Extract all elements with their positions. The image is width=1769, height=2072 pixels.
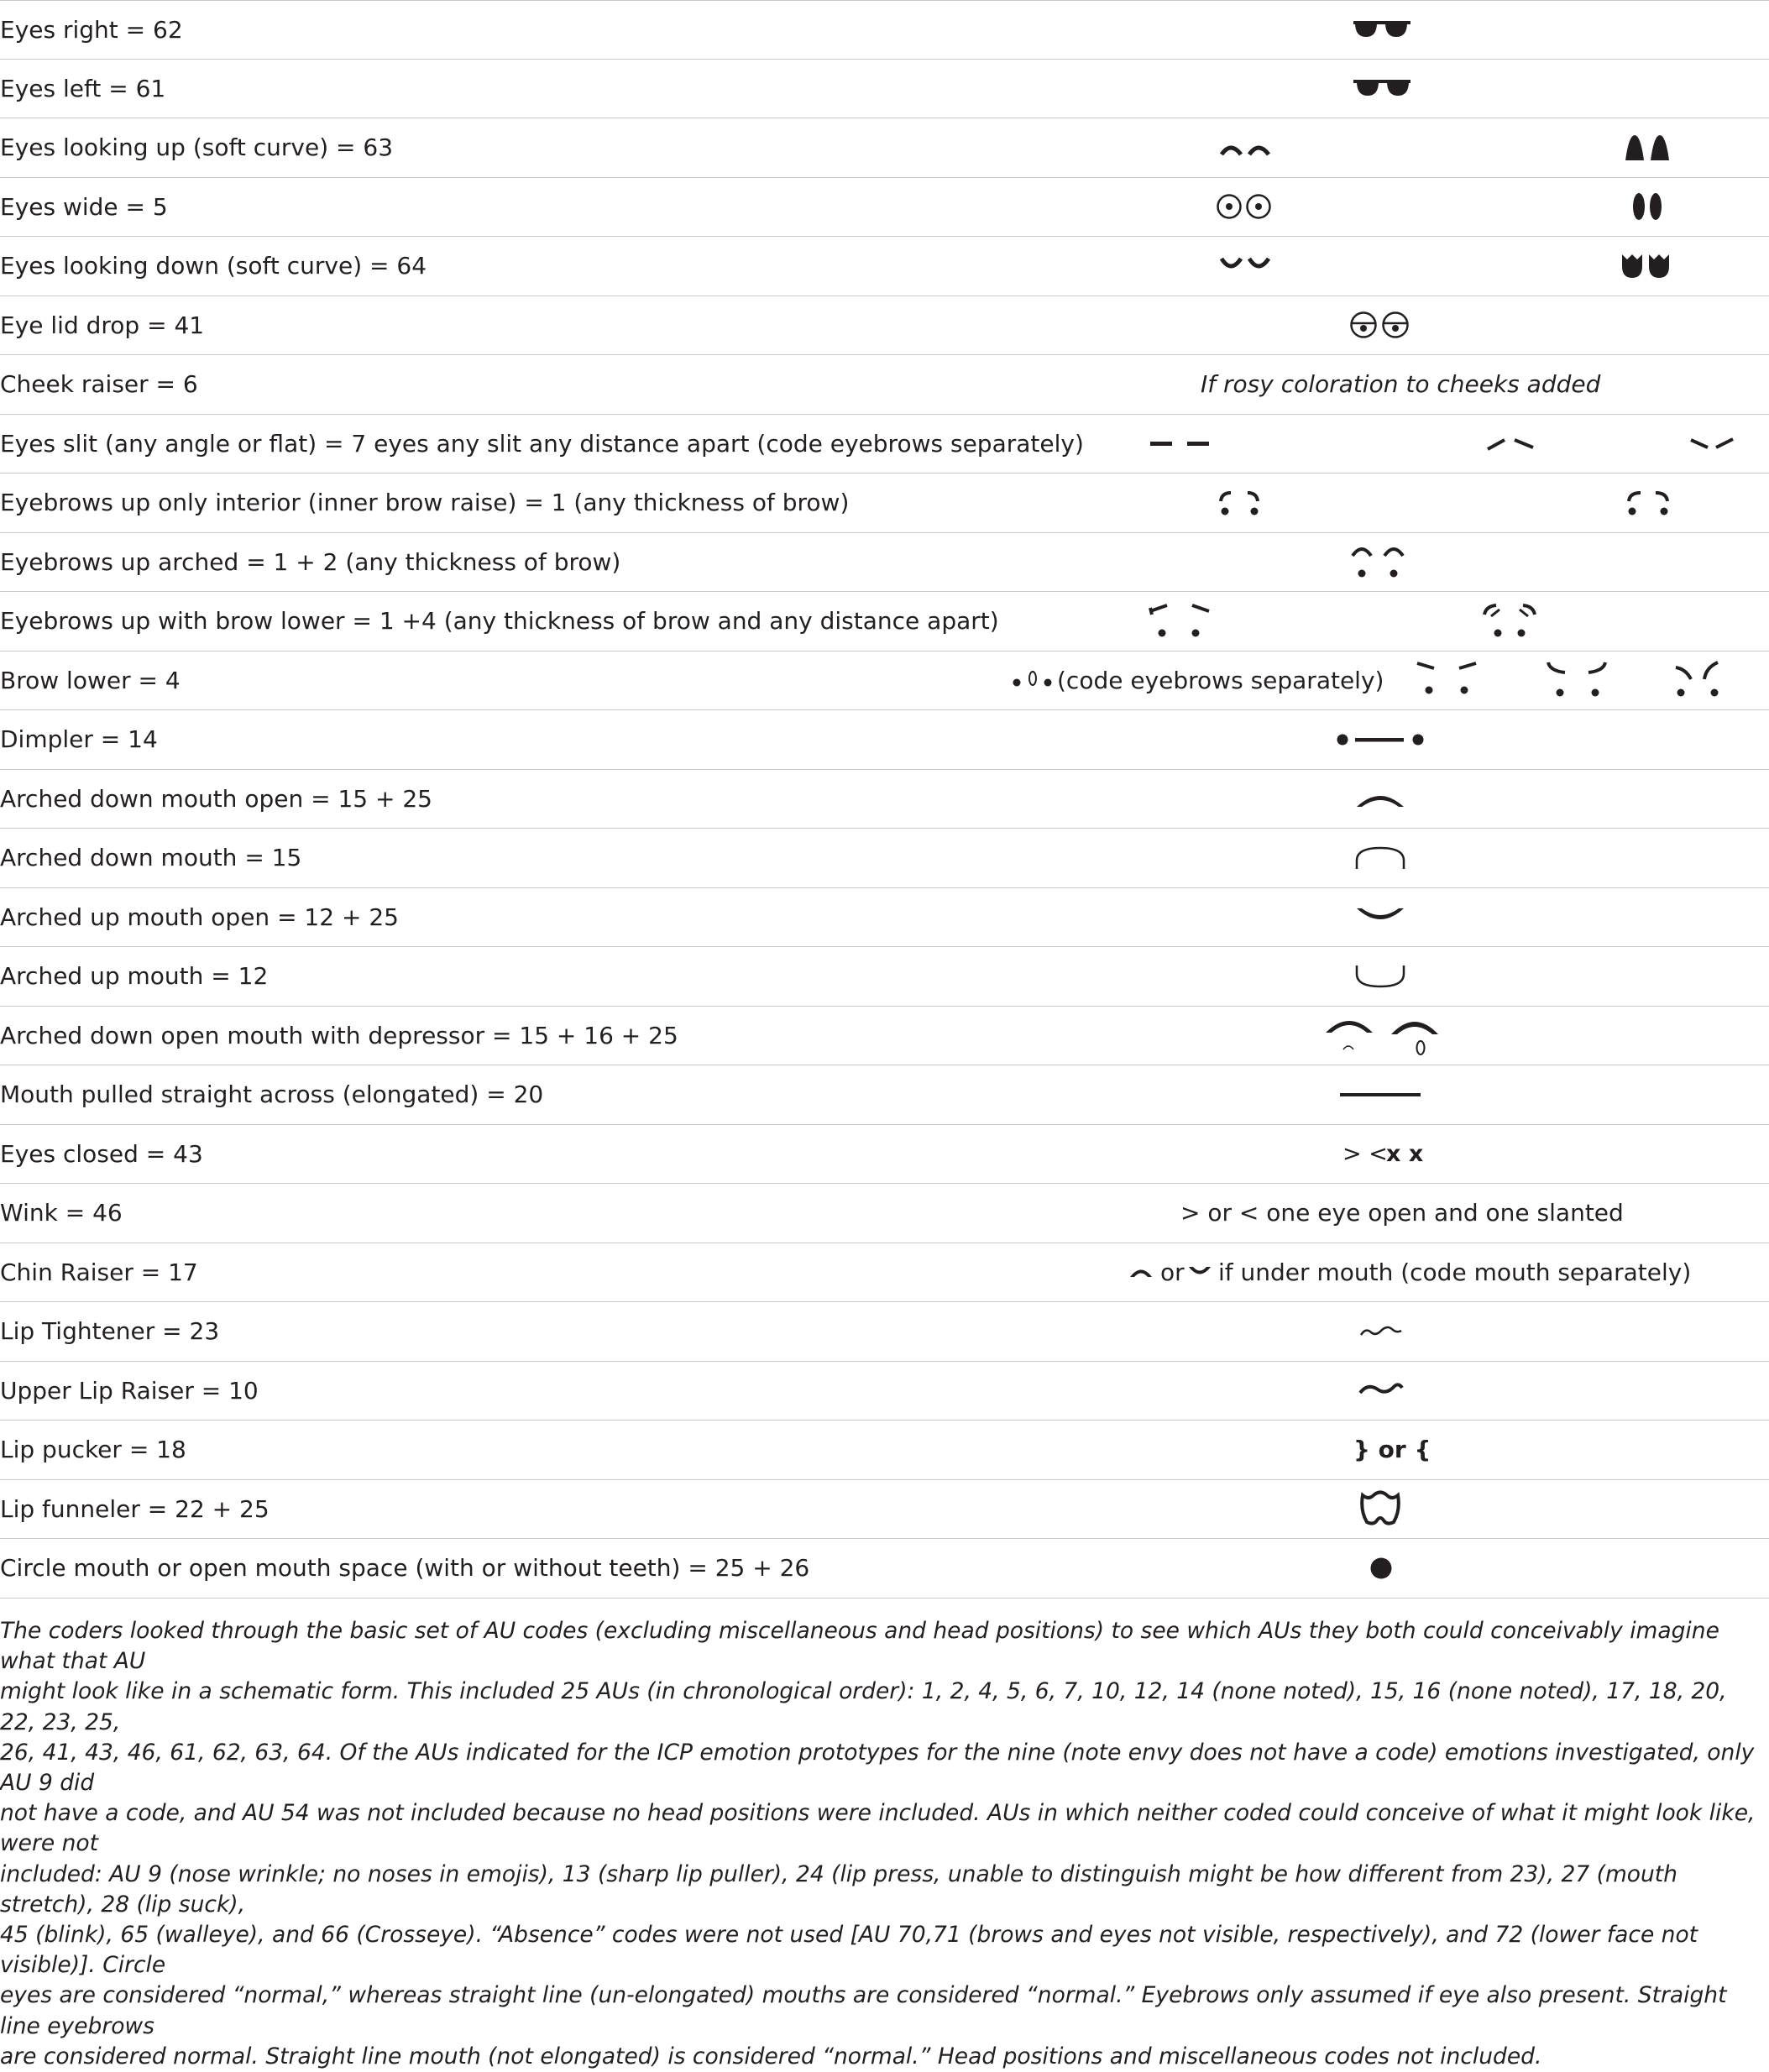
brow-lower-glyph-2	[1547, 651, 1607, 710]
row-label: Brow lower = 4	[0, 666, 181, 694]
eyes-closed-angles: > <	[1342, 1140, 1388, 1167]
table-row	[0, 1302, 1769, 1362]
row-label: Circle mouth or open mouth space (with or without teeth) = 25 + 26	[0, 1554, 810, 1583]
table-row	[0, 0, 1769, 60]
eyes-down-soft-glyph	[1219, 237, 1271, 296]
eyes-closed-crosses: x x	[1386, 1140, 1424, 1167]
table-row	[0, 1007, 1769, 1066]
chin-raiser-or: or	[1160, 1258, 1185, 1286]
table-row	[0, 296, 1769, 356]
arched-brows-glyph	[1350, 533, 1405, 592]
arched-up-mouth-glyph	[1354, 947, 1406, 1006]
inner-brow-raise-glyph-2	[1624, 474, 1672, 532]
eyes-wide-oval-glyph	[1630, 178, 1666, 237]
wink-note: > or < one eye open and one slanted	[1180, 1199, 1624, 1227]
chin-raiser-down-glyph	[1128, 1243, 1154, 1302]
row-label: Arched up mouth = 12	[0, 962, 269, 991]
row-label: Lip Tightener = 23	[0, 1317, 220, 1346]
row-label: Eyebrows up with brow lower = 1 +4 (any thickness of brow and any distance apart)	[0, 607, 999, 636]
table-footnote: The coders looked through the basic set of AU codes (excluding miscellaneous and head positions) to see which AUs they both could conceivably imagine what that AU might look like in a schematic form. This included 25 AUs (in chronological order): 1, 2, 4, 5, 6, 7, 10, 12, 14 (none noted), 15, 16 (none noted), 17, 18, 20, 22, 23, 25, 26, 41, 43, 46, 61, 62, 63, 64. Of the AUs indicated for the ICP emotion prototypes for the nine (note envy does not have a code) emotions investigated, only AU 9 did not have a code, and AU 54 was not included because no head positions were included. AUs in which neither coded could conceive of what it might look like, were not included: AU 9 (nose wrinkle; no noses in emojis), 13 (sharp lip puller), 24 (lip press, unable to distinguish might be how different from 23), 27 (mouth stretch), 28 (lip suck), 45 (blink), 65 (walleye), and 66 (Crosseye). “Absence” codes were not used [AU 70,71 (brows and eyes not visible, respectively), and 72 (lower face not visible)]. Circle eyes are considered “normal,” whereas straight line (un-elongated) mouths are considered “normal.” Eyebrows only assumed if eye also present. Straight line eyebrows are considered normal. Straight line mouth (not elongated) is considered “normal.” Head positions and miscellaneous codes not included.	[0, 1618, 1756, 2069]
row-label: Eye lid drop = 41	[0, 311, 205, 339]
row-label: Eyes closed = 43	[0, 1139, 203, 1168]
elongated-mouth-glyph	[1340, 1065, 1421, 1124]
row-label: Lip pucker = 18	[0, 1436, 186, 1464]
eyes-down-filled-glyph	[1620, 237, 1672, 296]
row-label: Arched down mouth open = 15 + 25	[0, 784, 432, 813]
eyes-wide-circle-glyph	[1215, 178, 1274, 237]
brow-lower-note: (code eyebrows separately)	[1057, 666, 1384, 694]
eyes-right-glyph	[1353, 1, 1410, 59]
table-row	[0, 710, 1769, 770]
eyes-left-glyph	[1353, 60, 1410, 118]
row-label: Cheek raiser = 6	[0, 370, 198, 399]
row-label: Arched down open mouth with depressor = 15 + 16 + 25	[0, 1021, 678, 1049]
brow-lower-glyph-3	[1674, 651, 1721, 710]
brow-lower-inline-glyph	[1013, 651, 1053, 710]
lip-tightener-glyph	[1359, 1302, 1403, 1361]
row-label: Chin Raiser = 17	[0, 1258, 198, 1286]
table-row	[0, 1480, 1769, 1540]
row-label: Eyes looking down (soft curve) = 64	[0, 252, 427, 280]
table-row	[0, 237, 1769, 296]
table-row	[0, 533, 1769, 593]
brow-raise-lower-glyph-1	[1149, 592, 1211, 651]
dimpler-glyph	[1336, 710, 1426, 769]
depressor-mouth-glyph-2	[1389, 1007, 1441, 1065]
row-label: Lip funneler = 22 + 25	[0, 1494, 270, 1523]
eyes-slit-up-angle-glyph	[1486, 415, 1535, 474]
eyes-slit-down-angle-glyph	[1689, 415, 1735, 474]
table-row	[0, 1065, 1769, 1125]
table-row	[0, 1184, 1769, 1243]
table-row	[0, 355, 1769, 415]
table-row	[0, 118, 1769, 178]
arched-up-mouth-open-glyph	[1354, 888, 1406, 947]
eyes-slit-flat-glyph	[1150, 415, 1211, 474]
table-row	[0, 415, 1769, 474]
row-label: Eyebrows up arched = 1 + 2 (any thickness of brow)	[0, 547, 621, 576]
eye-lid-drop-glyph	[1349, 296, 1411, 355]
table-row	[0, 1125, 1769, 1185]
inner-brow-raise-glyph-1	[1214, 474, 1264, 532]
table-row	[0, 60, 1769, 119]
row-label: Arched up mouth open = 12 + 25	[0, 903, 399, 931]
brow-raise-lower-glyph-2	[1483, 592, 1536, 651]
table-row	[0, 474, 1769, 533]
table-row	[0, 829, 1769, 888]
row-label: Mouth pulled straight across (elongated) = 20	[0, 1080, 544, 1109]
table-row	[0, 770, 1769, 829]
lip-funneler-glyph	[1358, 1480, 1402, 1539]
table-row	[0, 651, 1769, 711]
row-label: Wink = 46	[0, 1199, 123, 1227]
row-label: Eyes left = 61	[0, 74, 166, 102]
table-row	[0, 178, 1769, 238]
brow-lower-glyph-1	[1416, 651, 1478, 710]
chin-raiser-note: if under mouth (code mouth separately)	[1218, 1258, 1692, 1286]
row-label: Eyes wide = 5	[0, 192, 168, 221]
row-label: Dimpler = 14	[0, 725, 158, 754]
row-label: Arched down mouth = 15	[0, 844, 302, 872]
arched-down-mouth-open-glyph	[1354, 770, 1406, 829]
table-row	[0, 1421, 1769, 1480]
row-label: Upper Lip Raiser = 10	[0, 1376, 259, 1405]
depressor-mouth-glyph-1	[1323, 1007, 1375, 1065]
lip-pucker-note: } or {	[1353, 1436, 1431, 1464]
table-row	[0, 592, 1769, 651]
eyes-up-arched-glyph	[1624, 118, 1672, 177]
circle-mouth-glyph	[1369, 1539, 1393, 1598]
upper-lip-raiser-glyph	[1358, 1362, 1405, 1421]
arched-down-mouth-glyph	[1354, 829, 1406, 887]
table-row	[0, 888, 1769, 948]
eyes-up-soft-glyph	[1219, 118, 1271, 177]
row-label: Eyes looking up (soft curve) = 63	[0, 133, 394, 162]
cheek-raiser-note: If rosy coloration to cheeks added	[1201, 370, 1601, 399]
table-row	[0, 1539, 1769, 1598]
table-row	[0, 1243, 1769, 1303]
row-label: Eyebrows up only interior (inner brow raise) = 1 (any thickness of brow)	[0, 489, 850, 517]
table-row	[0, 947, 1769, 1007]
row-label: Eyes right = 62	[0, 15, 183, 44]
chin-raiser-up-glyph	[1187, 1243, 1212, 1302]
table-row	[0, 1362, 1769, 1421]
row-label: Eyes slit (any angle or flat) = 7 eyes any slit any distance apart (code eyebrows separately)	[0, 429, 1084, 458]
